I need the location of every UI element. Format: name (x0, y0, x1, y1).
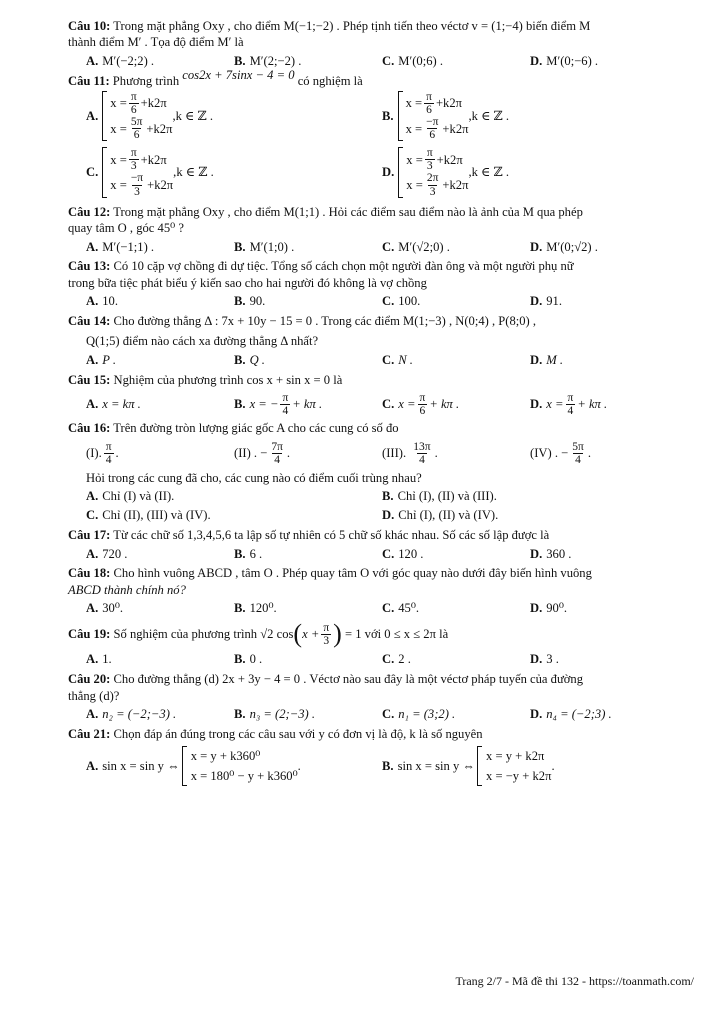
question-16 (68, 420, 692, 524)
question-number: Câu 13: (68, 259, 111, 274)
option-label: A. (86, 546, 99, 561)
question-text-end: có nghiệm là (297, 73, 363, 88)
arcs-row (68, 441, 692, 466)
option-d[interactable]: M′(0;√2) . (546, 239, 598, 254)
question-number: Câu 21: (68, 726, 111, 741)
fraction: $\frac{\pi}{3}$ (130, 147, 137, 173)
option-d[interactable] (398, 147, 509, 197)
option-b[interactable]: n₃ = (2;−3) . (249, 707, 316, 722)
math-text: + kπ . (577, 397, 608, 412)
options-row (68, 746, 692, 786)
option-d[interactable] (530, 392, 678, 417)
page-footer: Trang 2/7 - Mã đề thi 132 - https://toanmath.com/ (455, 974, 694, 988)
option-label: A. (86, 353, 99, 368)
question-number: Câu 19: (68, 626, 111, 641)
math-text: x = (406, 177, 423, 192)
question-text: Trong mặt phẳng Oxy , cho điểm M(1;1) . Hỏi các điểm sau điểm nào là ảnh của M qua phép (113, 204, 583, 219)
question-19 (68, 621, 692, 668)
option-a[interactable]: A. sin x = sin y ⇔ x = y + k360⁰ x = 180⁰ − y + k360⁰ . (86, 746, 382, 786)
equation-system (182, 746, 298, 786)
option-label: C. (382, 652, 395, 667)
suffix: ,k ∈ ℤ . (172, 109, 213, 124)
option-d[interactable]: Chỉ (I), (II) và (IV). (398, 508, 499, 523)
math-text: x = − (249, 397, 279, 412)
question-text: Từ các chữ số 1,3,4,5,6 ta lập số tự nhiên có 5 chữ số khác nhau. Số các số lập được là (113, 528, 550, 543)
options-row (68, 147, 692, 197)
question-number: Câu 14: (68, 314, 111, 329)
question-number: Câu 20: (68, 672, 111, 687)
arc-tag: (III). (382, 445, 407, 460)
option-label: D. (382, 165, 395, 180)
question-text-cont: thẳng (d)? (68, 688, 120, 703)
math-text: +k2π (146, 121, 173, 136)
option-c[interactable]: 120 . (398, 546, 424, 561)
arc-3: (III). $\frac{13\pi}{4}$ . (382, 440, 438, 466)
option-c[interactable]: Chỉ (II), (III) và (IV). (102, 508, 211, 523)
option-a[interactable]: Chỉ (I) và (II). (102, 489, 175, 504)
option-d[interactable]: M . (546, 353, 564, 368)
options-row (68, 651, 692, 668)
arc-tag: (I). (86, 445, 102, 460)
option-label: C. (382, 707, 395, 722)
option-label: C. (382, 54, 395, 69)
option-b[interactable]: 120⁰. (249, 601, 277, 616)
question-15 (68, 372, 692, 417)
arc-1: (I). $\frac{\pi}{4}$ . (86, 440, 119, 466)
option-d[interactable]: 3 . (546, 652, 559, 667)
option-label: B. (234, 239, 246, 254)
question-text-cont: Q(1;5) điểm nào cách xa đường thẳng Δ nhất? (86, 334, 319, 349)
option-a[interactable]: M′(−1;1) . (102, 239, 155, 254)
option-b[interactable]: 90. (249, 294, 266, 309)
fraction: $\frac{\pi}{4}$ (567, 392, 574, 418)
question-number: Câu 18: (68, 566, 111, 581)
option-label: D. (382, 508, 395, 523)
option-b[interactable]: 6 . (249, 546, 263, 561)
fraction: $\frac{5\pi}{6}$ (130, 116, 143, 142)
option-b[interactable]: M′(2;−2) . (249, 54, 302, 69)
question-text: Có 10 cặp vợ chồng đi dự tiệc. Tổng số cách chọn một người đàn ông và một người phụ nữ (113, 259, 574, 274)
option-b[interactable]: 0 . (249, 652, 263, 667)
equation-system (477, 746, 551, 786)
option-label: C. (382, 353, 395, 368)
option-c[interactable]: 2 . (398, 652, 411, 667)
fraction: $\frac{2\pi}{3}$ (426, 172, 439, 198)
fraction: $\frac{\pi}{6}$ (130, 91, 137, 117)
options-row (68, 507, 692, 524)
math-text: x = (405, 96, 423, 111)
option-d[interactable]: n₄ = (−2;3) . (546, 707, 612, 722)
option-label: A. (86, 54, 99, 69)
question-17 (68, 527, 692, 562)
fraction: $\frac{\pi}{4}$ (282, 392, 289, 418)
option-label: C. (382, 239, 395, 254)
fraction: $\frac{\pi}{3}$ (426, 147, 433, 173)
math-text: x = (546, 397, 564, 412)
question-20 (68, 671, 692, 723)
option-a[interactable]: 720 . (102, 546, 128, 561)
option-label: D. (530, 54, 543, 69)
question-number: Câu 17: (68, 528, 111, 543)
option-label: B. (382, 759, 394, 774)
option-label: B. (234, 294, 246, 309)
suffix: ,k ∈ ℤ . (468, 109, 510, 124)
option-label: A. (86, 601, 99, 616)
option-a[interactable]: 10. (102, 294, 118, 309)
question-text: Cho đường thẳng (d) 2x + 3y − 4 = 0 . Véctơ nào sau đây là một véctơ pháp tuyến của đường (113, 672, 584, 687)
math-text: +k2π (436, 152, 463, 167)
math-text: +k2π (140, 96, 167, 111)
question-text-cont: quay tâm O , góc 45⁰ ? (68, 220, 184, 235)
arc-4: (IV) . − $\frac{5\pi}{4}$ . (530, 440, 591, 466)
math-text: x = (110, 177, 127, 192)
option-c[interactable]: M′(0;6) . (398, 54, 443, 69)
question-number: Câu 11: (68, 73, 110, 88)
option-label: A. (86, 652, 99, 667)
option-label: D. (530, 353, 543, 368)
fraction: $\frac{\pi}{4}$ (105, 440, 112, 466)
option-label: B. (234, 397, 246, 412)
arc-tag: (II) . (234, 445, 258, 460)
option-label: A. (86, 489, 99, 504)
option-a[interactable]: M′(−2;2) . (102, 54, 155, 69)
question-text: Cho đường thẳng Δ : 7x + 10y − 15 = 0 . Trong các điểm M(1;−3) , N(0;4) , P(8;0) , (113, 314, 537, 329)
suffix: ,k ∈ ℤ . (173, 165, 214, 180)
equation: cos2x + 7sinx − 4 = 0 (182, 67, 295, 82)
option-label: C. (86, 508, 99, 523)
fraction: $\frac{\pi}{6}$ (426, 91, 432, 117)
system-line: x = y + k360⁰ (190, 749, 261, 764)
option-a[interactable] (102, 91, 213, 141)
math-text: x = (110, 96, 127, 111)
options-row (68, 53, 692, 70)
option-label: C. (382, 546, 395, 561)
math-text: + kπ . (429, 397, 460, 412)
question-text: Chọn đáp án đúng trong các câu sau với y có đơn vị là độ, k là số nguyên (113, 726, 483, 741)
fraction: $\frac{\pi}{6}$ (419, 392, 426, 418)
question-13 (68, 258, 692, 310)
options-row (68, 392, 692, 417)
question-text: Trong mặt phẳng Oxy , cho điểm M(−1;−2) . Phép tịnh tiến theo véctơ v = (1;−4) biến điểm M (113, 19, 591, 33)
question-number: Câu 16: (68, 421, 111, 436)
option-label: B. (234, 546, 246, 561)
option-label: D. (530, 294, 543, 309)
math-text: sin x = sin y ⇔ (397, 759, 475, 774)
fraction: $\frac{13\pi}{4}$ (413, 440, 431, 466)
math-text: +k2π (140, 152, 167, 167)
suffix: ,k ∈ ℤ . (468, 165, 509, 180)
option-label: C. (86, 165, 99, 180)
option-label: A. (86, 294, 99, 309)
question-14 (68, 313, 692, 369)
option-label: C. (382, 294, 395, 309)
question-subtext: Hỏi trong các cung đã cho, các cung nào có điểm cuối trùng nhau? (86, 470, 422, 485)
arc-tag: (IV) . (530, 445, 558, 460)
system-line: x = 180⁰ − y + k360⁰ (190, 769, 298, 784)
math-text: x = (110, 121, 127, 136)
option-c[interactable] (382, 392, 530, 417)
option-b[interactable]: B. sin x = sin y ⇔ x = y + k2π x = −y + k2π . (382, 746, 678, 786)
math-text: sin x = sin y ⇔ (102, 759, 180, 774)
arc-2: (II) . − $\frac{7\pi}{4}$ . (234, 440, 291, 466)
question-12 (68, 204, 692, 256)
options-row (68, 352, 692, 369)
system-line: x = y + k2π (486, 749, 545, 764)
option-label: C. (382, 397, 395, 412)
question-number: Câu 10: (68, 19, 111, 33)
option-label: D. (530, 652, 543, 667)
options-row (68, 545, 692, 562)
option-label: C. (382, 601, 395, 616)
math-text: x = (405, 121, 423, 136)
options-row (68, 293, 692, 310)
option-label: B. (382, 109, 394, 124)
question-text: Trên đường tròn lượng giác gốc A cho các cung có số đo (113, 421, 399, 436)
paren-open: ( (293, 619, 303, 649)
question-text-cont: ABCD thành chính nó? (68, 582, 186, 597)
option-label: A. (86, 239, 99, 254)
option-label: D. (530, 397, 543, 412)
exam-page (68, 18, 692, 789)
fraction: $\frac{5\pi}{4}$ (572, 440, 584, 466)
option-a[interactable]: P . (102, 353, 117, 368)
option-label: A. (86, 109, 99, 124)
option-c[interactable]: M′(√2;0) . (398, 239, 450, 254)
option-b[interactable] (398, 91, 509, 141)
option-label: D. (530, 601, 543, 616)
option-a[interactable]: 1. (102, 652, 112, 667)
math-text: +k2π (147, 177, 174, 192)
question-number: Câu 15: (68, 372, 111, 387)
option-label: D. (530, 239, 543, 254)
option-label: B. (382, 489, 394, 504)
option-label: B. (234, 54, 246, 69)
option-label: A. (86, 397, 99, 412)
option-a[interactable]: n₂ = (−2;−3) . (102, 707, 177, 722)
question-11 (68, 67, 692, 198)
math-text: +k2π (442, 177, 469, 192)
option-c[interactable] (102, 147, 213, 197)
system-line: x = −y + k2π (486, 769, 552, 784)
paren-close: ) (333, 619, 342, 649)
question-text: Cho hình vuông ABCD , tâm O . Phép quay tâm O với góc quay nào dưới đây biến hình vuông (113, 566, 592, 581)
option-label: D. (530, 707, 543, 722)
option-label: B. (234, 601, 246, 616)
option-label: B. (234, 707, 246, 722)
question-10 (68, 18, 692, 70)
question-number: Câu 12: (68, 204, 111, 219)
option-d[interactable]: 360 . (546, 546, 572, 561)
question-text-cont: trong bữa tiệc phát biểu ý kiến sao cho hai người đó không là vợ chồng (68, 275, 427, 290)
fraction: $\frac{7\pi}{4}$ (271, 440, 283, 466)
question-text-end: = 1 với 0 ≤ x ≤ 2π là (344, 626, 449, 641)
options-row (68, 600, 692, 617)
math-text: x = (406, 152, 423, 167)
option-c[interactable]: 100. (398, 294, 421, 309)
option-c[interactable]: N . (398, 353, 413, 368)
question-21 (68, 726, 692, 786)
math-text: x = (110, 152, 127, 167)
option-a[interactable]: x = kπ . (102, 397, 141, 412)
option-label: A. (86, 759, 99, 774)
option-b[interactable]: Q . (249, 353, 265, 368)
option-label: D. (530, 546, 543, 561)
option-d[interactable]: 90⁰. (546, 601, 568, 616)
option-c[interactable]: 45⁰. (398, 601, 420, 616)
question-text: Phương trình (112, 73, 180, 88)
math-text: x = (398, 397, 416, 412)
option-label: B. (234, 353, 246, 368)
option-c[interactable]: n₁ = (3;2) . (398, 707, 456, 722)
option-b[interactable]: M′(1;0) . (249, 239, 295, 254)
math-text: x + (302, 626, 320, 641)
options-row (68, 238, 692, 255)
option-d[interactable]: 91. (546, 294, 562, 309)
fraction: $\frac{\pi}{3}$ (323, 621, 330, 647)
question-text: Nghiệm của phương trình cos x + sin x = 0 là (113, 372, 343, 387)
fraction: $\frac{-\pi}{6}$ (426, 116, 439, 142)
question-18 (68, 565, 692, 617)
option-b[interactable]: Chỉ (I), (II) và (III). (397, 489, 497, 504)
options-row (68, 91, 692, 141)
math-text: +k2π (442, 121, 469, 136)
math-text: +k2π (435, 96, 462, 111)
fraction: $\frac{-\pi}{3}$ (130, 172, 144, 198)
option-d[interactable]: M′(0;−6) . (546, 54, 599, 69)
option-a[interactable]: 30⁰. (102, 601, 124, 616)
math-text: + kπ . (292, 397, 323, 412)
options-row (68, 706, 692, 723)
option-b[interactable] (234, 392, 382, 417)
option-label: A. (86, 707, 99, 722)
question-text: Số nghiệm của phương trình √2 cos (113, 626, 294, 641)
option-label: B. (234, 652, 246, 667)
question-text-cont: thành điểm M′ . Tọa độ điểm M′ là (68, 35, 244, 50)
options-row (68, 488, 692, 505)
